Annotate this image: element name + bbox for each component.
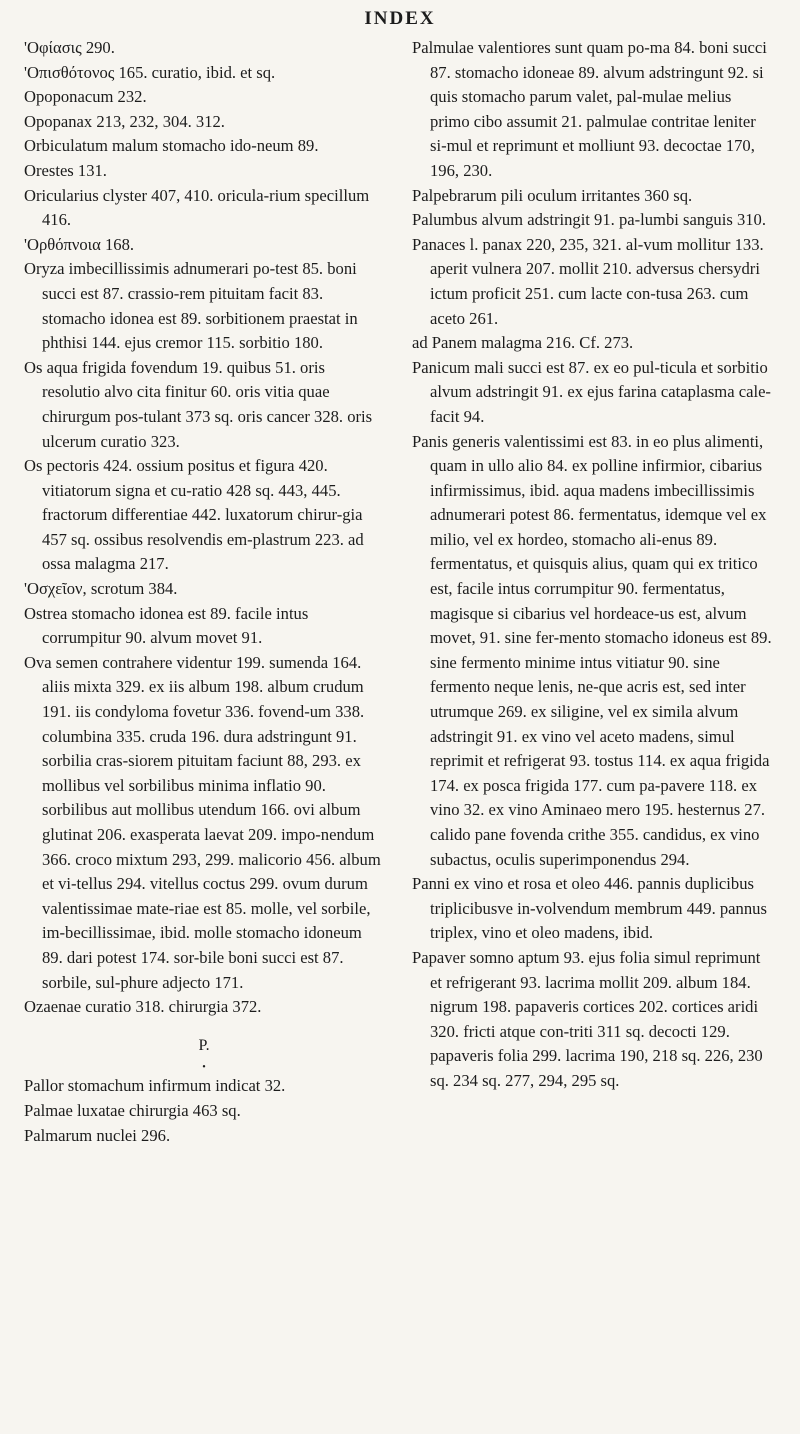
index-entry: Orbiculatum malum stomacho ido-neum 89. [24,136,319,156]
index-entry: Panaces l. panax 220, 235, 321. al-vum mollitur 133. aperit vulnera 207. mollit 210. adversus chersydri ictum proficit 251. cum lacte con-tusa 263. cum aceto 261. [412,234,764,328]
index-entry: Oricularius clyster 407, 410. oricula-rium specillum 416. [24,185,370,230]
index-entry: Opopanax 213, 232, 304. 312. [24,111,225,131]
index-entry: Palmae luxatae chirurgia 463 sq. [24,1100,241,1120]
index-entry: Panis generis valentissimi est 83. in eo plus alimenti, quam in ullo alio 84. ex polline infirmior, cibarius infirmissimus, ibid. aqua madens imbecillissimis adnumerari potest 86. fermentatus, idemque vel ex milio, vel ex hordeo, stomacho ali-enus 89. fermentatus, et quisquis alius, quam qui ex tritico est, facile intus corrumpitur 90. fermentatus, magisque si cibarius vel hordeace-us est, alvum movet, 91. sine fer-mento stomacho idoneus est 89. sine fermento minime intus vitiatur 90. sine fermento neque lenis, ne-que acris est, sed inter utrumque 269. ex siligine, vel ex simila alvum adstringit 91. ex vino vel aceto madens, simul reprimit et refrigerat 93. tostus 114. ex aqua frigida 174. ex posca frigida 177. cum pa-pavere 118. ex vino 32. ex vino Aminaeo mero 195. hesternus 27. calido pane fovenda crithe 355. candidus, ex vino subactus, oculis superimponendus 294. [412,431,772,869]
index-entry: Ostrea stomacho idonea est 89. facile intus corrumpitur 90. alvum movet 91. [24,603,309,648]
index-entry: Panni ex vino et rosa et oleo 446. pannis duplicibus triplicibusve in-volvendum membrum 449. pannus triplex, vino et oleo madens, ibid. [412,874,767,943]
index-entry: Opoponacum 232. [24,87,147,107]
index-entry: Ozaenae curatio 318. chirurgia 372. [24,997,262,1017]
index-entry: Pallor stomachum infirmum indicat 32. [24,1076,286,1096]
index-entry: Palmarum nuclei 296. [24,1125,171,1145]
index-entry: ad Panem malagma 216. Cf. 273. [412,333,634,353]
section-letter-heading: P. [198,1036,210,1054]
index-entry: 'Οπισθότονος 165. curatio, ibid. et sq. [24,62,276,82]
right-column [412,36,772,1094]
index-entry: Palmulae valentiores sunt quam po-ma 84. boni succi 87. stomacho idoneae 89. alvum adstringunt 92. si quis stomacho parum valet, pal-mulae melius primo cibo assumit 21. palmulae contritae leniter si-mul et reprimunt et molliunt 93. decoctae 170, 196, 230. [412,38,767,180]
index-entry: Ova semen contrahere videntur 199. sumenda 164. aliis mixta 329. ex iis album 198. album crudum 191. iis condyloma fovetur 336. fovend-um 338. columbina 335. cruda 196. dura adstringunt 91. sorbilia cras-siorem pituitam faciunt 88, 293. ex mollibus vel sorbilibus minima inflatio 90. sorbilibus aut mollibus utendum 166. ovi album glutinat 206. exasperata laevat 209. impo-nendum 366. croco mixtum 293, 299. malicorio 456. album et vi-tellus 294. vitellus coctus 299. ovum durum valentissimae mate-riae est 85. molle, vel sorbile, im-becillissimae, ibid. molle stomacho idoneum 89. dari potest 174. sor-bile boni succi est 87. sorbile, sul-phure adjecto 171. [24,652,381,992]
index-entry: Palumbus alvum adstringit 91. pa-lumbi sanguis 310. [412,210,766,230]
ornament-bullet: • [202,1062,206,1074]
index-entry: Os pectoris 424. ossium positus et figura 420. vitiatorum signa et cu-ratio 428 sq. 443, 445. fractorum differentiae 442. luxatorum chirur-gia 457 sq. ossibus resolvendis em-plastrum 223. ad ossa malagma 217. [24,456,364,574]
index-entry: Palpebrarum pili oculum irritantes 360 sq. [412,185,693,205]
index-entry: 'Ορθόπνοια 168. [24,234,135,254]
index-entry: 'Οσχεῖον, scrotum 384. [24,579,178,599]
index-entry: Oryza imbecillissimis adnumerari po-test 85. boni succi est 87. crassio-rem pituitam facit 83. stomacho idonea est 89. sorbitionem praestat in phthisi 144. ejus cremor 115. sorbitio 180. [24,259,358,353]
index-entry: Orestes 131. [24,160,107,180]
running-head: INDEX [364,8,436,29]
index-entry: 'Οφίασις 290. [24,38,115,57]
index-entry: Panicum mali succi est 87. ex eo pul-ticula et sorbitio alvum adstringit 91. ex ejus farina cataplasma cale-facit 94. [412,357,771,426]
left-column [24,36,384,1148]
index-entry: Os aqua frigida fovendum 19. quibus 51. oris resolutio alvo cita finitur 60. oris vitia quae chirurgum pos-tulant 373 sq. oris cancer 328. oris ulcerum curatio 323. [24,357,373,451]
index-entry: Papaver somno aptum 93. ejus folia simul reprimunt et refrigerant 93. lacrima mollit 209. album 184. nigrum 198. papaveris cortices 202. cortices aridi 320. fricti atque con-triti 311 sq. decocti 129. papaveris folia 299. lacrima 190, 218 sq. 226, 230 sq. 234 sq. 277, 294, 295 sq. [412,947,763,1090]
